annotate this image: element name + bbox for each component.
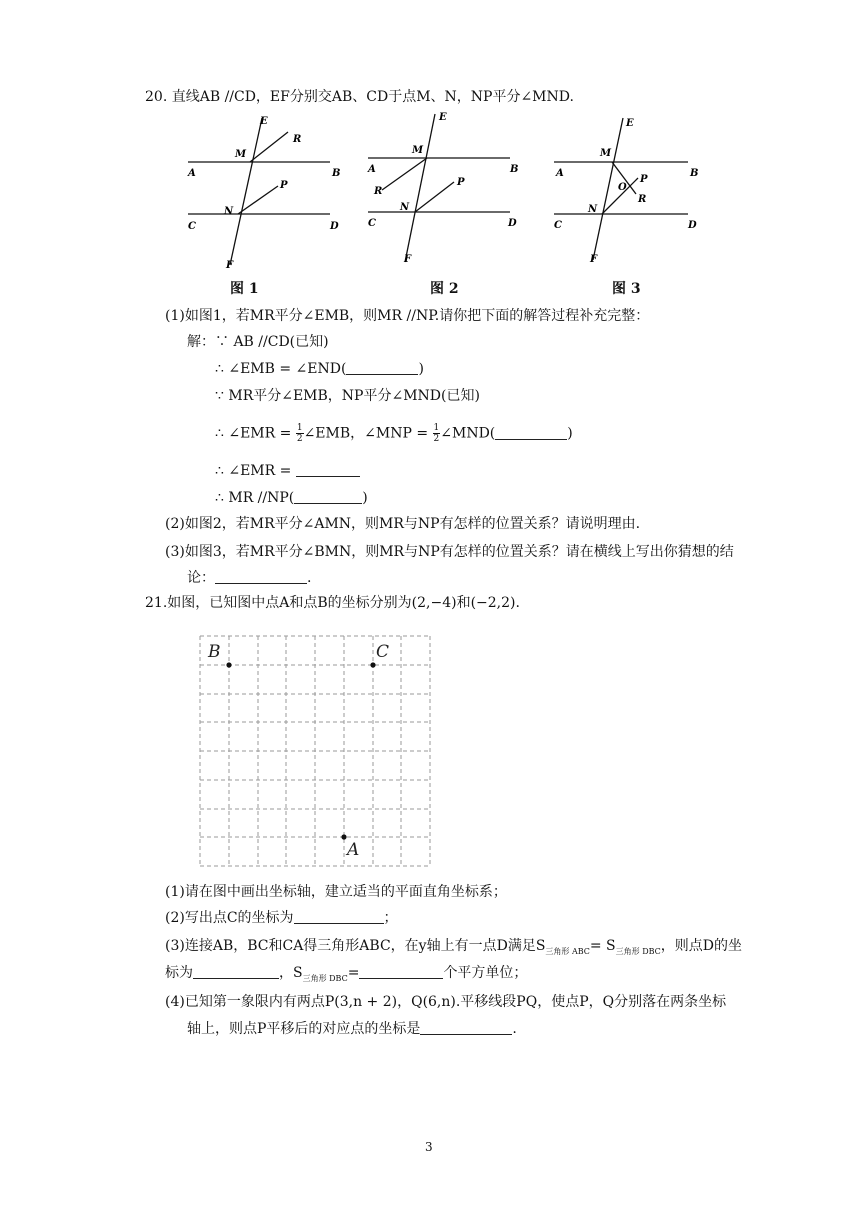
label-A: A — [556, 168, 564, 179]
answer-blank[interactable] — [359, 964, 443, 979]
q20-solution-line-2: ∵ MR平分∠EMB，NP平分∠MND(已知) — [215, 388, 480, 404]
label-F: F — [226, 260, 234, 271]
grid-label-B: B — [208, 642, 221, 662]
point-A — [341, 834, 346, 839]
q20-solution-line-4: ∴ ∠EMR = — [215, 462, 360, 480]
fraction-half: $\frac{1}{2}$ — [296, 423, 303, 444]
label-M: M — [412, 145, 424, 156]
label-D: D — [688, 220, 697, 231]
label-B: B — [690, 168, 699, 179]
label-R: R — [374, 186, 383, 197]
label-O: O — [618, 182, 627, 193]
label-A: A — [188, 168, 196, 179]
q20-solution-line-5: ∴ MR //NP( ) — [215, 490, 368, 506]
grid-label-C: C — [376, 642, 390, 662]
label-N: N — [400, 202, 410, 213]
label-B: B — [510, 164, 519, 175]
answer-blank[interactable] — [495, 425, 567, 440]
label-P: P — [457, 177, 465, 188]
q21-part3-cont: 标为 ，$S_{三角形 DBC}=$ 个平方单位； — [165, 965, 528, 983]
label-C: C — [554, 220, 562, 231]
q21-part3: (3)连接AB，BC和CA得三角形ABC，在y轴上有一点D满足$S_{三角形 ABC}= S_{三角形 DBC}$，则点D的坐 — [165, 938, 742, 956]
label-N: N — [588, 204, 598, 215]
label-P: P — [640, 174, 648, 185]
q21-part4-cont: 轴上，则点P平移后的对应点的坐标是 . — [187, 1021, 517, 1037]
figure-2 — [360, 110, 530, 280]
figure-1-caption: 图 1 — [230, 281, 259, 297]
label-E: E — [626, 118, 634, 129]
q20-solution-line-3: ∴ ∠EMR = $\frac{1}{2}$ ∠EMB，∠MNP = $\frac{1}{2}$ ∠MND( ) — [215, 423, 573, 444]
q20-part3-answer: 论： . — [187, 570, 312, 586]
fraction-half: $\frac{1}{2}$ — [433, 423, 440, 444]
label-D: D — [330, 221, 339, 232]
label-M: M — [600, 148, 612, 159]
point-B — [226, 662, 231, 667]
label-C: C — [188, 221, 196, 232]
label-F: F — [590, 254, 598, 265]
label-E: E — [260, 116, 268, 127]
label-M: M — [235, 149, 247, 160]
figure-3-caption: 图 3 — [612, 281, 641, 297]
q20-part1: (1)如图1，若MR平分∠EMB，则MR //NP.请你把下面的解答过程补充完整： — [165, 308, 650, 324]
label-C: C — [368, 218, 376, 229]
figure-1 — [180, 110, 350, 280]
answer-blank[interactable] — [215, 569, 307, 584]
point-C — [370, 662, 375, 667]
q20-part2: (2)如图2，若MR平分∠AMN，则MR与NP有怎样的位置关系？请说明理由. — [165, 516, 641, 532]
page-number: 3 — [425, 1140, 433, 1154]
label-F: F — [404, 254, 412, 265]
figure-2-caption: 图 2 — [430, 281, 459, 297]
answer-blank[interactable] — [193, 964, 279, 979]
coordinate-grid[interactable] — [196, 632, 436, 872]
label-P: P — [280, 180, 288, 191]
q20-solution-line-1: ∴ ∠EMB = ∠END( ) — [215, 361, 424, 377]
label-A: A — [368, 164, 376, 175]
answer-blank[interactable] — [420, 1020, 512, 1035]
answer-blank[interactable] — [296, 462, 360, 477]
label-N: N — [224, 206, 234, 217]
q21-stem: 21.如图，已知图中点A和点B的坐标分别为(2,−4)和(−2,2). — [145, 595, 520, 611]
label-R: R — [638, 194, 647, 205]
label-E: E — [439, 112, 447, 123]
q21-part2: (2)写出点C的坐标为 ； — [165, 910, 398, 926]
q21-part4: (4)已知第一象限内有两点P(3,n + 2)，Q(6,n).平移线段PQ，使点P，Q分别落在两条坐标 — [165, 994, 727, 1010]
q20-stem: 20. 直线AB //CD，EF分别交AB、CD于点M、N，NP平分∠MND. — [145, 89, 574, 105]
label-R: R — [293, 134, 302, 145]
grid-label-A: A — [347, 840, 360, 860]
q20-part3: (3)如图3，若MR平分∠BMN，则MR与NP有怎样的位置关系？请在横线上写出你猜想的结 — [165, 544, 734, 560]
answer-blank[interactable] — [346, 360, 418, 375]
q21-part1: (1)请在图中画出坐标轴，建立适当的平面直角坐标系； — [165, 884, 507, 900]
q20-solution-line-0: 解：∵ AB //CD(已知) — [187, 334, 329, 350]
answer-blank[interactable] — [294, 909, 384, 924]
answer-blank[interactable] — [294, 489, 362, 504]
label-D: D — [508, 218, 517, 229]
figure-3 — [548, 110, 718, 280]
label-B: B — [332, 168, 341, 179]
